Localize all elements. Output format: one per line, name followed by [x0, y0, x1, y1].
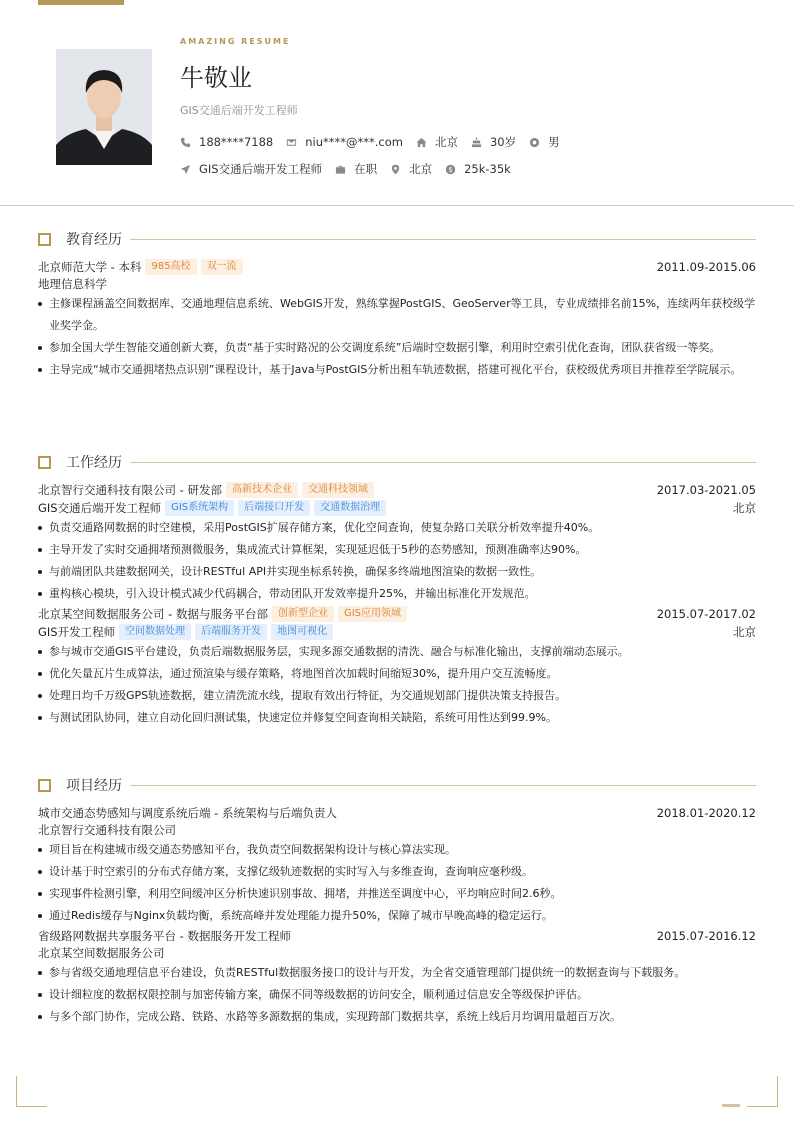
home-city-item: [416, 134, 458, 150]
project-section: [38, 804, 756, 1028]
company-tag: 创新型企业: [272, 606, 334, 622]
role-tag: 空间数据处理: [119, 624, 191, 640]
status-text: 在职: [354, 162, 378, 176]
location-pin-icon: [390, 164, 401, 175]
phone-text: 188****7188: [199, 135, 274, 149]
list-item: 设计基于时空索引的分布式存储方案，支撑亿级轨迹数据的实时写入与多维查询，查询响应毫秒级。: [38, 861, 756, 883]
company-name: 北京某空间数据服务公司 - 数据与服务平台部: [38, 607, 268, 621]
job-date: 2017.03-2021.05: [656, 483, 756, 497]
list-item: 主导完成“城市交通拥堵热点识别”课程设计，基于Java与PostGIS分析出租车轨迹数据，搭建可视化平台，获校级优秀项目并推荐至学院展示。: [38, 359, 756, 381]
project-bullets: [38, 839, 756, 927]
home-icon: [416, 137, 427, 148]
education-bullets: [38, 293, 756, 381]
mail-icon: [286, 137, 297, 148]
work-title: 工作经历: [66, 455, 122, 471]
project-date: 2015.07-2016.12: [656, 929, 756, 943]
role-tag: 地图可视化: [271, 624, 333, 640]
education-section-header: [38, 231, 756, 247]
project-name: 城市交通态势感知与调度系统后端 - 系统架构与后端负责人: [38, 806, 337, 820]
gender-icon: [529, 137, 540, 148]
list-item: 与前端团队共建数据网关，设计RESTful API并实现坐标系转换，确保多终端地图渲染的数据一致性。: [38, 561, 756, 583]
list-item: 参加全国大学生智能交通创新大赛，负责“基于实时路况的公交调度系统”后端时空数据引擎，利用时空索引优化查询，团队获省级一等奖。: [38, 337, 756, 359]
school-name: 北京师范大学 - 本科: [38, 260, 142, 274]
page-footer-mark: [722, 1104, 740, 1107]
job-role: GIS交通后端开发工程师: [38, 501, 162, 515]
list-item: 重构核心模块，引入设计模式减少代码耦合，带动团队开发效率提升25%，并输出标准化开发规范。: [38, 583, 756, 605]
salary-item: [445, 162, 511, 176]
svg-text:$: $: [448, 165, 453, 174]
role-tag: GIS系统架构: [165, 500, 234, 516]
list-item: 主修课程涵盖空间数据库、交通地理信息系统、WebGIS开发，熟练掌握PostGIS、GeoServer等工具，专业成绩排名前15%，连续两年获校级学业奖学金。: [38, 293, 756, 337]
work-section-header: [38, 454, 756, 470]
phone-icon: [180, 137, 191, 148]
list-item: 项目旨在构建城市级交通态势感知平台，我负责空间数据架构设计与核心算法实现。: [38, 839, 756, 861]
list-item: 负责交通路网数据的时空建模，采用PostGIS扩展存储方案，优化空间查询，使复杂路口关联分析效率提升40%。: [38, 517, 756, 539]
list-item: 实现事件检测引擎，利用空间缓冲区分析快速识别事故、拥堵，并推送至调度中心，平均响应时间2.6秒。: [38, 883, 756, 905]
salary-text: 25k-35k: [464, 162, 511, 176]
project-org: 北京某空间数据服务公司: [38, 946, 165, 960]
role-tag: 交通数据治理: [314, 500, 386, 516]
project-header-row: [38, 804, 756, 822]
job-city: 北京: [733, 625, 756, 639]
money-icon: [445, 164, 456, 175]
age-text: 30岁: [489, 135, 517, 149]
email-item: [286, 135, 403, 149]
phone-item: [180, 135, 273, 149]
gender-item: [529, 134, 560, 150]
job-role-row: [38, 499, 756, 517]
intent-position-item: [180, 161, 322, 177]
email-text: niu****@***.com: [305, 135, 403, 149]
job-role-row: [38, 623, 756, 641]
list-item: 参与省级交通地理信息平台建设，负责RESTful数据服务接口的设计与开发，为全省交通管理部门提供统一的数据查询与下载服务。: [38, 962, 756, 984]
education-header-row: [38, 258, 756, 276]
list-item: 处理日均千万级GPS轨迹数据，建立清洗流水线，提取有效出行特征，为交通规划部门提供决策支持报告。: [38, 685, 756, 707]
school-tag: 985高校: [145, 259, 196, 275]
list-item: 与测试团队协同，建立自动化回归测试集，快速定位并修复空间查询相关缺陷，系统可用性达到99.9%。: [38, 707, 756, 729]
project-date: 2018.01-2020.12: [656, 806, 756, 820]
list-item: 与多个部门协作，完成公路、铁路、水路等多源数据的集成，实现跨部门数据共享，系统上线后月均调用量超百万次。: [38, 1006, 756, 1028]
briefcase-icon: [335, 164, 346, 175]
list-item: 参与城市交通GIS平台建设，负责后端数据服务层，实现多源交通数据的清洗、融合与标准化输出，支撑前端动态展示。: [38, 641, 756, 663]
job-date: 2015.07-2017.02: [656, 607, 756, 621]
job-bullets: [38, 517, 756, 605]
job-header-row: [38, 605, 756, 623]
major: 地理信息科学: [38, 277, 107, 291]
corner-decoration: [16, 1076, 47, 1107]
list-item: 通过Redis缓存与Nginx负载均衡，系统高峰并发处理能力提升50%，保障了城市早晚高峰的稳定运行。: [38, 905, 756, 927]
project-name: 省级路网数据共享服务平台 - 数据服务开发工程师: [38, 929, 291, 943]
education-title: 教育经历: [66, 232, 122, 248]
section-divider: [130, 239, 756, 240]
project-org: 北京智行交通科技有限公司: [38, 823, 176, 837]
education-section: [38, 258, 756, 381]
job-header-row: [38, 481, 756, 499]
role-tag: 后端服务开发: [195, 624, 267, 640]
intent-city-item: [390, 161, 432, 177]
send-icon: [180, 164, 191, 175]
intent-city-text: 北京: [409, 162, 433, 176]
gender-text: 男: [548, 135, 560, 149]
company-name: 北京智行交通科技有限公司 - 研发部: [38, 483, 222, 497]
home-city-text: 北京: [434, 135, 458, 149]
corner-decoration: [747, 1076, 778, 1107]
status-item: [335, 161, 377, 177]
brand-label: AMAZING RESUME: [180, 37, 291, 46]
project-header-row: [38, 927, 756, 945]
project-bullets: [38, 962, 756, 1028]
section-marker-icon: [38, 779, 51, 792]
company-tag: GIS应用领域: [338, 606, 407, 622]
education-date: 2011.09-2015.06: [656, 260, 756, 274]
school-tag: 双一流: [201, 259, 243, 275]
list-item: 优化矢量瓦片生成算法，通过预渲染与缓存策略，将地图首次加载时间缩短30%，提升用户交互流畅度。: [38, 663, 756, 685]
project-title: 项目经历: [66, 778, 122, 794]
age-item: [471, 134, 516, 150]
section-marker-icon: [38, 456, 51, 469]
company-tag: 高新技术企业: [226, 482, 298, 498]
candidate-name: 牛敬业: [180, 64, 252, 92]
section-divider: [130, 462, 756, 463]
company-tag: 交通科技领域: [302, 482, 374, 498]
project-section-header: [38, 777, 756, 793]
role-tag: 后端接口开发: [238, 500, 310, 516]
cake-icon: [471, 137, 482, 148]
work-section: [38, 481, 756, 729]
job-intent-row: [180, 161, 524, 177]
contact-info-row: [180, 134, 573, 150]
resume-header: [0, 0, 794, 206]
job-role: GIS开发工程师: [38, 625, 116, 639]
list-item: 设计细粒度的数据权限控制与加密传输方案，确保不同等级数据的访问安全，顺利通过信息安全等级保护评估。: [38, 984, 756, 1006]
profile-photo: [56, 49, 152, 165]
job-bullets: [38, 641, 756, 729]
job-subtitle: GIS交通后端开发工程师: [180, 104, 298, 117]
intent-position-text: GIS交通后端开发工程师: [199, 162, 323, 176]
section-marker-icon: [38, 233, 51, 246]
list-item: 主导开发了实时交通拥堵预测微服务，集成流式计算框架，实现延迟低于5秒的态势感知，预测准确率达90%。: [38, 539, 756, 561]
section-divider: [130, 785, 756, 786]
job-city: 北京: [733, 501, 756, 515]
